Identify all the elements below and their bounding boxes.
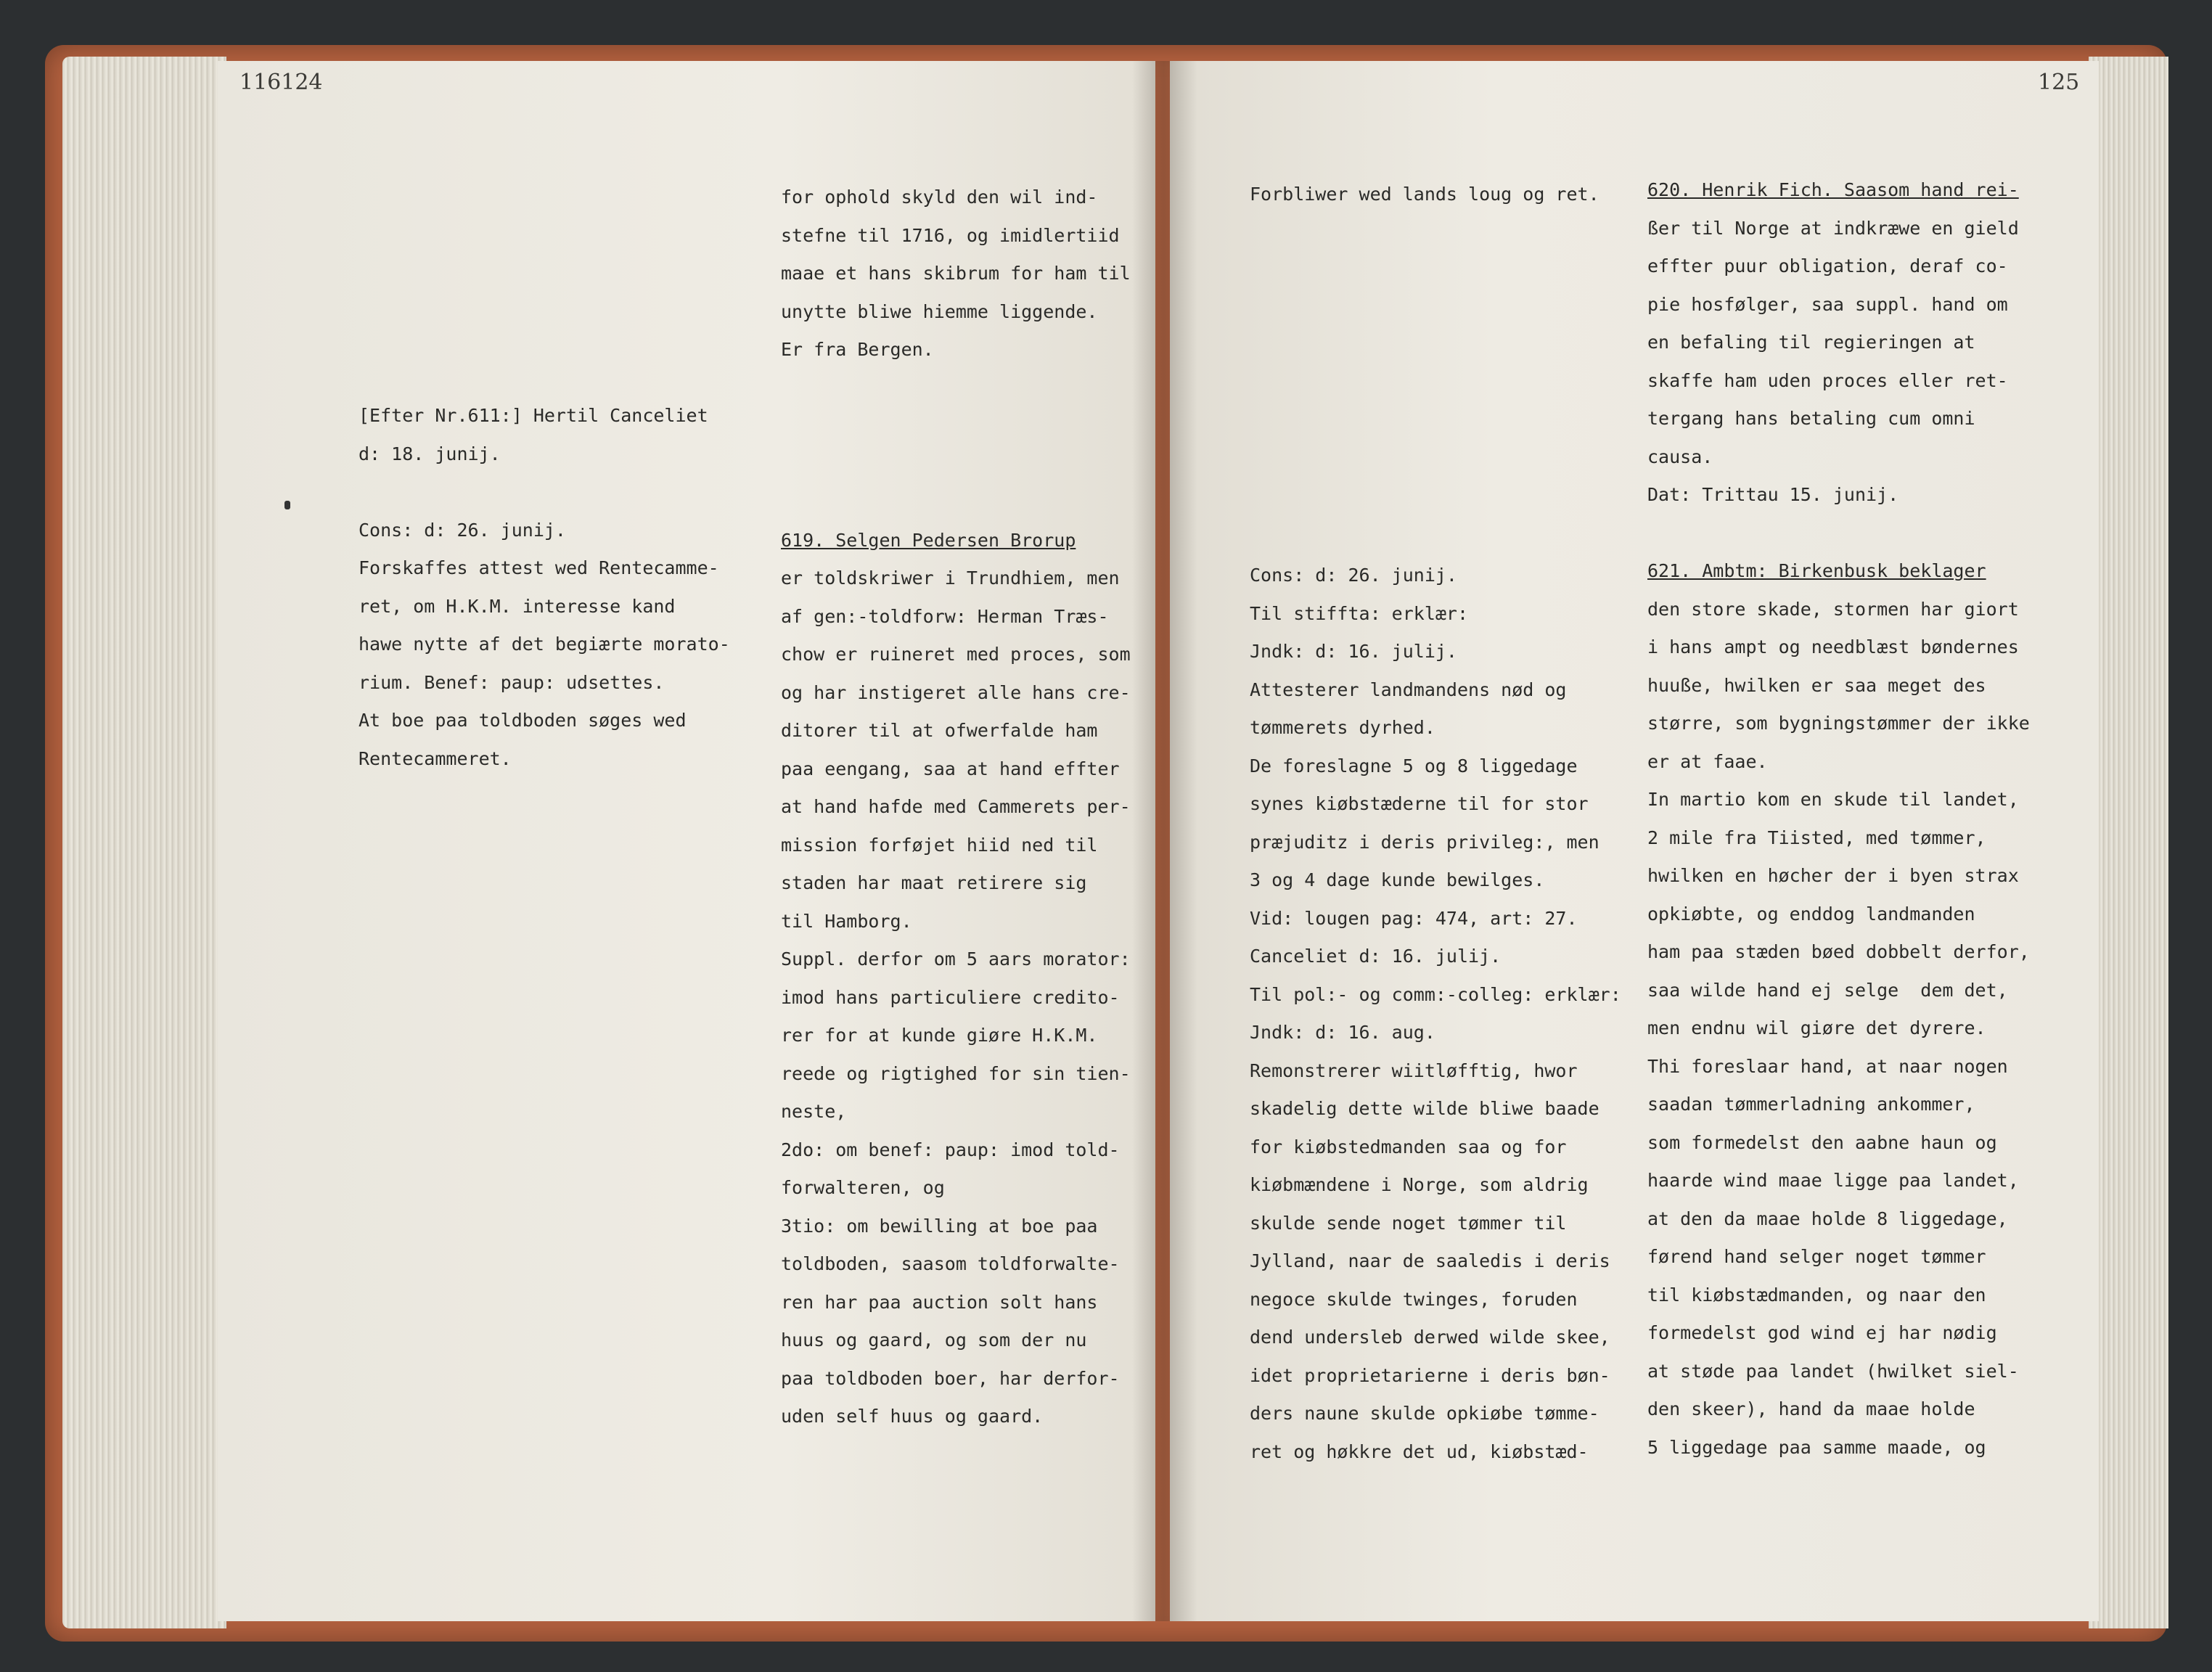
text-line	[1250, 290, 1621, 329]
text-line: Forbliwer wed lands loug og ret.	[1250, 184, 1599, 205]
text-line	[1250, 480, 1621, 519]
text-line: ham paa stæden bøed dobbelt derfor,	[1647, 941, 2030, 962]
page-edges-right	[2089, 57, 2168, 1628]
text-line: At boe paa toldboden søges wed	[359, 710, 687, 731]
text-line	[781, 407, 1131, 446]
text-line	[1250, 519, 1621, 557]
text-line: Suppl. derfor om 5 aars morator:	[781, 948, 1131, 970]
text-line: Vid: lougen pag: 474, art: 27.	[1250, 907, 1578, 929]
text-line: toldboden, saasom toldforwalte-	[781, 1253, 1120, 1274]
text-line: Jndk: d: 16. aug.	[1250, 1022, 1435, 1043]
text-line: tergang hans betaling cum omni	[1647, 408, 1975, 429]
text-line: den store skade, stormen har giort	[1647, 598, 2019, 620]
text-line: synes kiøbstæderne til for stor	[1250, 793, 1589, 814]
text-line: til Hamborg.	[781, 910, 912, 932]
text-line	[781, 483, 1131, 522]
text-line: Forskaffes attest wed Rentecamme-	[359, 557, 719, 578]
text-line	[1250, 366, 1621, 405]
text-line: dend undersleb derwed wilde skee,	[1250, 1327, 1610, 1348]
text-line: i hans ampt og needblæst bøndernes	[1647, 636, 2019, 657]
text-line: 619. Selgen Pedersen Brorup	[781, 529, 1076, 551]
text-line: ditorer til at ofwerfalde ham	[781, 720, 1098, 741]
text-line: 3tio: om bewilling at boe paa	[781, 1215, 1098, 1237]
text-line: Rentecammeret.	[359, 747, 512, 769]
text-line: chow er ruineret med proces, som	[781, 644, 1131, 665]
text-line	[1250, 404, 1621, 443]
text-line: at hand hafde med Cammerets per-	[781, 796, 1131, 817]
text-line: 3 og 4 dage kunde bewilges.	[1250, 869, 1545, 890]
text-line: for kiøbstedmanden saa og for	[1250, 1136, 1567, 1157]
text-line	[359, 321, 730, 359]
text-line: effter puur obligation, deraf co-	[1647, 255, 2008, 276]
text-line: præjuditz i deris privileg:, men	[1250, 831, 1599, 853]
text-line: uden self huus og gaard.	[781, 1406, 1044, 1427]
text-line	[1250, 214, 1621, 253]
text-line: mission forføjet hiid ned til	[781, 834, 1098, 856]
text-line: for ophold skyld den wil ind-	[781, 187, 1098, 208]
text-line: 2 mile fra Tiisted, med tømmer,	[1647, 827, 1986, 848]
text-line: opkiøbte, og enddog landmanden	[1647, 903, 1975, 925]
text-line: ret og høkkre det ud, kiøbstæd-	[1250, 1441, 1589, 1462]
text-line: d: 18. junij.	[359, 443, 501, 464]
ink-mark	[284, 501, 290, 509]
left-page-number: 116124	[239, 70, 323, 95]
book-gutter	[1132, 61, 1197, 1621]
text-line: førend hand selger noget tømmer	[1647, 1246, 1986, 1267]
text-line: Remonstrerer wiitløfftig, hwor	[1250, 1060, 1578, 1081]
text-line	[359, 283, 730, 321]
text-line: forwalteren, og	[781, 1177, 945, 1198]
text-line	[359, 245, 730, 283]
text-line	[1250, 443, 1621, 481]
text-line: 5 liggedage paa samme maade, og	[1647, 1436, 1986, 1458]
text-line: 621. Ambtm: Birkenbusk beklager	[1647, 560, 1986, 581]
text-line: formedelst god wind ej har nødig	[1647, 1322, 1997, 1343]
text-line: til kiøbstædmanden, og naar den	[1647, 1284, 1986, 1306]
left-page-column-1	[359, 168, 730, 778]
text-line: paa eengang, saa at hand effter	[781, 758, 1120, 779]
text-line: 2do: om benef: paup: imod told-	[781, 1139, 1120, 1160]
page-edges-left	[62, 57, 226, 1628]
text-line: reede og rigtighed for sin tien-	[781, 1062, 1131, 1084]
text-line: ren har paa auction solt hans	[781, 1291, 1098, 1313]
text-line: idet proprietarierne i deris bøn-	[1250, 1364, 1610, 1386]
text-line	[781, 446, 1131, 484]
text-line: unytte bliwe hiemme liggende.	[781, 300, 1098, 322]
text-line: huus og gaard, og som der nu	[781, 1329, 1087, 1351]
right-page-number: 125	[2038, 70, 2080, 95]
text-line: 620. Henrik Fich. Saasom hand rei-	[1647, 179, 2019, 200]
text-line	[359, 207, 730, 245]
text-line: er at faae.	[1647, 750, 1768, 772]
text-line: saadan tømmerladning ankommer,	[1647, 1094, 1975, 1115]
text-line	[1250, 328, 1621, 366]
text-line: imod hans particuliere credito-	[781, 986, 1120, 1008]
text-line: stefne til 1716, og imidlertiid	[781, 224, 1120, 246]
text-line	[1250, 252, 1621, 290]
text-line: paa toldboden boer, har derfor-	[781, 1367, 1120, 1389]
right-page-column-2	[1647, 171, 2030, 1467]
text-line: negoce skulde twinges, foruden	[1250, 1288, 1578, 1310]
text-line: rer for at kunde giøre H.K.M.	[781, 1025, 1098, 1046]
text-line: og har instigeret alle hans cre-	[781, 681, 1131, 703]
text-line: tømmerets dyrhed.	[1250, 717, 1435, 738]
left-page-column-2	[781, 179, 1131, 1436]
text-line: Jndk: d: 16. julij.	[1250, 641, 1457, 662]
text-line: [Efter Nr.611:] Hertil Canceliet	[359, 405, 708, 426]
text-line: Til stiffta: erklær:	[1250, 602, 1469, 624]
text-line: men endnu wil giøre det dyrere.	[1647, 1017, 1986, 1038]
text-line: rium. Benef: paup: udsettes.	[359, 671, 665, 693]
text-line: at den da maae holde 8 liggedage,	[1647, 1208, 2008, 1229]
text-line: causa.	[1647, 446, 1713, 467]
text-line	[359, 473, 730, 512]
text-line: skaffe ham uden proces eller ret-	[1647, 369, 2008, 391]
text-line: Til pol:- og comm:-colleg: erklær:	[1250, 983, 1621, 1005]
text-line: kiøbmændene i Norge, som aldrig	[1250, 1174, 1589, 1195]
text-line: neste,	[781, 1101, 847, 1122]
text-line: pie hosfølger, saa suppl. hand om	[1647, 293, 2008, 315]
text-line: ders naune skulde opkiøbe tømme-	[1250, 1403, 1599, 1424]
text-line: staden har maat retirere sig	[781, 872, 1087, 893]
text-line: maae et hans skibrum for ham til	[781, 263, 1131, 284]
text-line: som formedelst den aabne haun og	[1647, 1131, 1997, 1153]
text-line: skadelig dette wilde bliwe baade	[1250, 1098, 1599, 1119]
text-line	[1647, 515, 2030, 553]
text-line: Jylland, naar de saaledis i deris	[1250, 1250, 1610, 1271]
text-line: hawe nytte af det begiærte morato-	[359, 634, 730, 655]
text-line: større, som bygningstømmer der ikke	[1647, 713, 2030, 734]
text-line: hwilken en høcher der i byen strax	[1647, 865, 2019, 886]
text-line: den skeer), hand da maae holde	[1647, 1398, 1975, 1419]
right-page-column-1	[1250, 176, 1621, 1471]
text-line: Thi foreslaar hand, at naar nogen	[1647, 1055, 2008, 1077]
text-line: huuße, hwilken er saa meget des	[1647, 674, 1986, 696]
text-line: Cons: d: 26. junij.	[359, 519, 566, 541]
text-line: en befaling til regieringen at	[1647, 332, 1975, 353]
text-line: Dat: Trittau 15. junij.	[1647, 484, 1899, 505]
text-line: Cons: d: 26. junij.	[1250, 565, 1457, 586]
text-line: Canceliet d: 16. julij.	[1250, 946, 1502, 967]
text-line	[781, 369, 1131, 408]
text-line: ßer til Norge at indkræwe en gield	[1647, 217, 2019, 239]
text-line: af gen:-toldforw: Herman Træs-	[781, 605, 1109, 627]
text-line	[359, 168, 730, 207]
text-line: Er fra Bergen.	[781, 339, 934, 360]
text-line: at støde paa landet (hwilket siel-	[1647, 1360, 2019, 1382]
text-line: skulde sende noget tømmer til	[1250, 1212, 1567, 1234]
text-line: ret, om H.K.M. interesse kand	[359, 595, 676, 617]
text-line: saa wilde hand ej selge dem det,	[1647, 979, 2008, 1001]
text-line: Attesterer landmandens nød og	[1250, 679, 1567, 700]
text-line: De foreslagne 5 og 8 liggedage	[1250, 755, 1578, 776]
text-line: haarde wind maae ligge paa landet,	[1647, 1170, 2019, 1191]
text-line: In martio kom en skude til landet,	[1647, 789, 2019, 810]
text-line	[359, 359, 730, 398]
text-line: er toldskriwer i Trundhiem, men	[781, 567, 1120, 589]
